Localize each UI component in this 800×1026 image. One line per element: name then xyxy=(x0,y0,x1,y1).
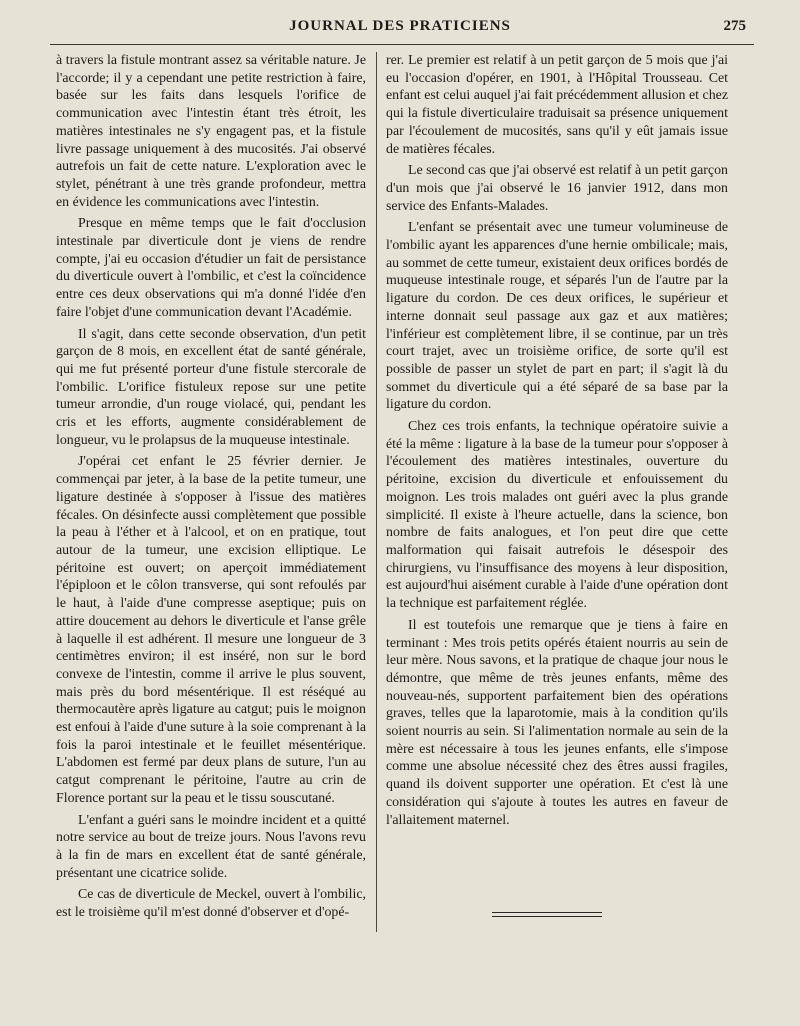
paragraph: Chez ces trois enfants, la technique opératoire suivie a été la même : ligature à la base de la tumeur pour s'opposer à l'écoulement des matières intestinales, ouverture du péritoine, excision du diverticule et enfouissement du moignon. Les trois malades ont guéri avec la plus grande simplicité. Il existe à l'heure actuelle, dans la science, bon nombre de faits analogues, et l'on peut dire que cette malformation qui faisait autrefois le désespoir des chirurgiens, vu l'insuffisance des moyens à leur disposition, est aujourd'hui aisément curable à l'aide d'une opération dont la technique est parfaitement réglée. xyxy=(386,419,728,612)
journal-title: JOURNAL DES PRATICIENS xyxy=(289,18,511,34)
right-column xyxy=(386,52,728,829)
left-column xyxy=(56,52,366,922)
paragraph: L'enfant se présentait avec une tumeur volumineuse de l'ombilic ayant les apparences d'une hernie ombilicale; mais, au sommet de cette tumeur, existaient deux orifices bordés de muqueuse intestinale rouge, et séparés l'un de l'autre par la ligature du cordon. De ces deux orifices, le supérieur et interne donnait seul passage aux gaz et aux matières; l'inférieur est complètement libre, il se continue, par un très court trajet, avec un troisième orifice, de sorte qu'il est possible de passer un stylet de part en part; il s'agit là du sommet du diverticule qui a été séparé de sa base par la ligature du cordon. xyxy=(386,220,728,413)
paragraph: Ce cas de diverticule de Meckel, ouvert à l'ombilic, est le troisième qu'il m'est donné d'observer et d'opé- xyxy=(56,887,366,921)
paragraph: rer. Le premier est relatif à un petit garçon de 5 mois que j'ai eu l'occasion d'opérer, en 1901, à l'Hôpital Trousseau. Cet enfant est celui auquel j'ai fait précédemment allusion et chez qui la fistule diverticulaire traduisait sa présence uniquement par l'écoulement de mucosités, sans qu'il y eût jamais issue de matières fécales. xyxy=(386,53,728,157)
paragraph: Le second cas que j'ai observé est relatif à un petit garçon d'un mois que j'ai observé le 16 janvier 1912, dans mon service des Enfants-Malades. xyxy=(386,163,728,214)
paragraph: J'opérai cet enfant le 25 février dernier. Je commençai par jeter, à la base de la petite tumeur, une ligature destinée à s'opposer à l'issue des matières fécales. On désinfecte aussi complètement que possible la peau à l'éther et à l'alcool, et on en pratique, tout autour de la tumeur, une excision elliptique. Le péritoine est ouvert; on aperçoit immédiatement l'épiploon et le côlon transverse, qui sont refoulés par le haut, à l'aide d'une compresse aseptique; puis on attire doucement au dehors le diverticule et l'anse grêle à laquelle il est adhérent. Il mesure une longueur de 3 centimètres environ; il est inséré, non sur le bord convexe de l'intestin, comme il arrive le plus souvent, mais près du bord mésentérique. Il est réséqué au thermocautère après ligature au catgut; puis le moignon est enfoui à l'aide d'une suture à la soie comprenant à la fois la paroi intestinale et le feuillet mésentérique. L'abdomen est fermé par deux plans de suture, l'un au catgut comprenant le péritoine, l'autre au crin de Florence portant sur la peau et le tissu souscutané. xyxy=(56,454,366,806)
header-rule xyxy=(50,44,754,45)
column-divider xyxy=(376,52,377,932)
paragraph: L'enfant a guéri sans le moindre incident et a quitté notre service au bout de treize jours. Nous l'avons revu à la fin de mars en excellent état de santé générale, présentant une cicatrice solide. xyxy=(56,812,366,881)
paragraph: Il est toutefois une remarque que je tiens à faire en terminant : Mes trois petits opérés étaient nourris au sein de leur mère. Nous savons, et la pratique de chaque jour nous le démontre, que même de très jeunes enfants, même des nouveau-nés, supportent parfaitement bien des opérations graves, telles que la laparotomie, mais à la condition qu'ils soient nourris au sein. Si l'alimentation normale au sein de la mère est nécessaire à tous les jeunes enfants, elle s'impose comme une absolue nécessité chez des êtres aussi fragiles, quand ils doivent supporter une opération. Et c'est là une considération qui s'ajoute à toutes les autres en faveur de l'allaitement maternel. xyxy=(386,617,728,828)
end-rule-thin xyxy=(492,916,602,917)
paragraph: Presque en même temps que le fait d'occlusion intestinale par diverticule dont je viens de rendre compte, j'ai eu occasion d'étudier un fait de persistance du diverticule ouvert à l'ombilic, et c'est la coïncidence entre ces deux observations qui m'a donné l'idée d'en faire l'objet d'une communication devant l'Académie. xyxy=(56,216,366,320)
end-rule xyxy=(492,912,602,913)
page-header xyxy=(50,14,750,40)
page-number: 275 xyxy=(723,18,746,34)
paragraph: Il s'agit, dans cette seconde observation, d'un petit garçon de 8 mois, en excellent état de santé générale, qui me fut présenté porteur d'une fistule stercorale de l'ombilic. L'orifice fistuleux repose sur une petite tumeur arrondie, d'un rouge violacé, qui, pendant les cris et les efforts, augmente considérablement de longueur, vu le prolapsus de la muqueuse intestinale. xyxy=(56,326,366,448)
paragraph: à travers la fistule montrant assez sa véritable nature. Je l'accorde; il y a cependant une petite restriction à faire, basée sur les faits dans lesquels l'orifice de communication avec l'intestin étant très étroit, les matières intestinales ne s'y engagent pas, et la fistule livre passage uniquement à des mucosités. J'ai observé autrefois un fait de cette nature. L'exploration avec le stylet, pénétrant à une très grande profondeur, mettra en évidence les communications avec l'intestin. xyxy=(56,53,366,210)
